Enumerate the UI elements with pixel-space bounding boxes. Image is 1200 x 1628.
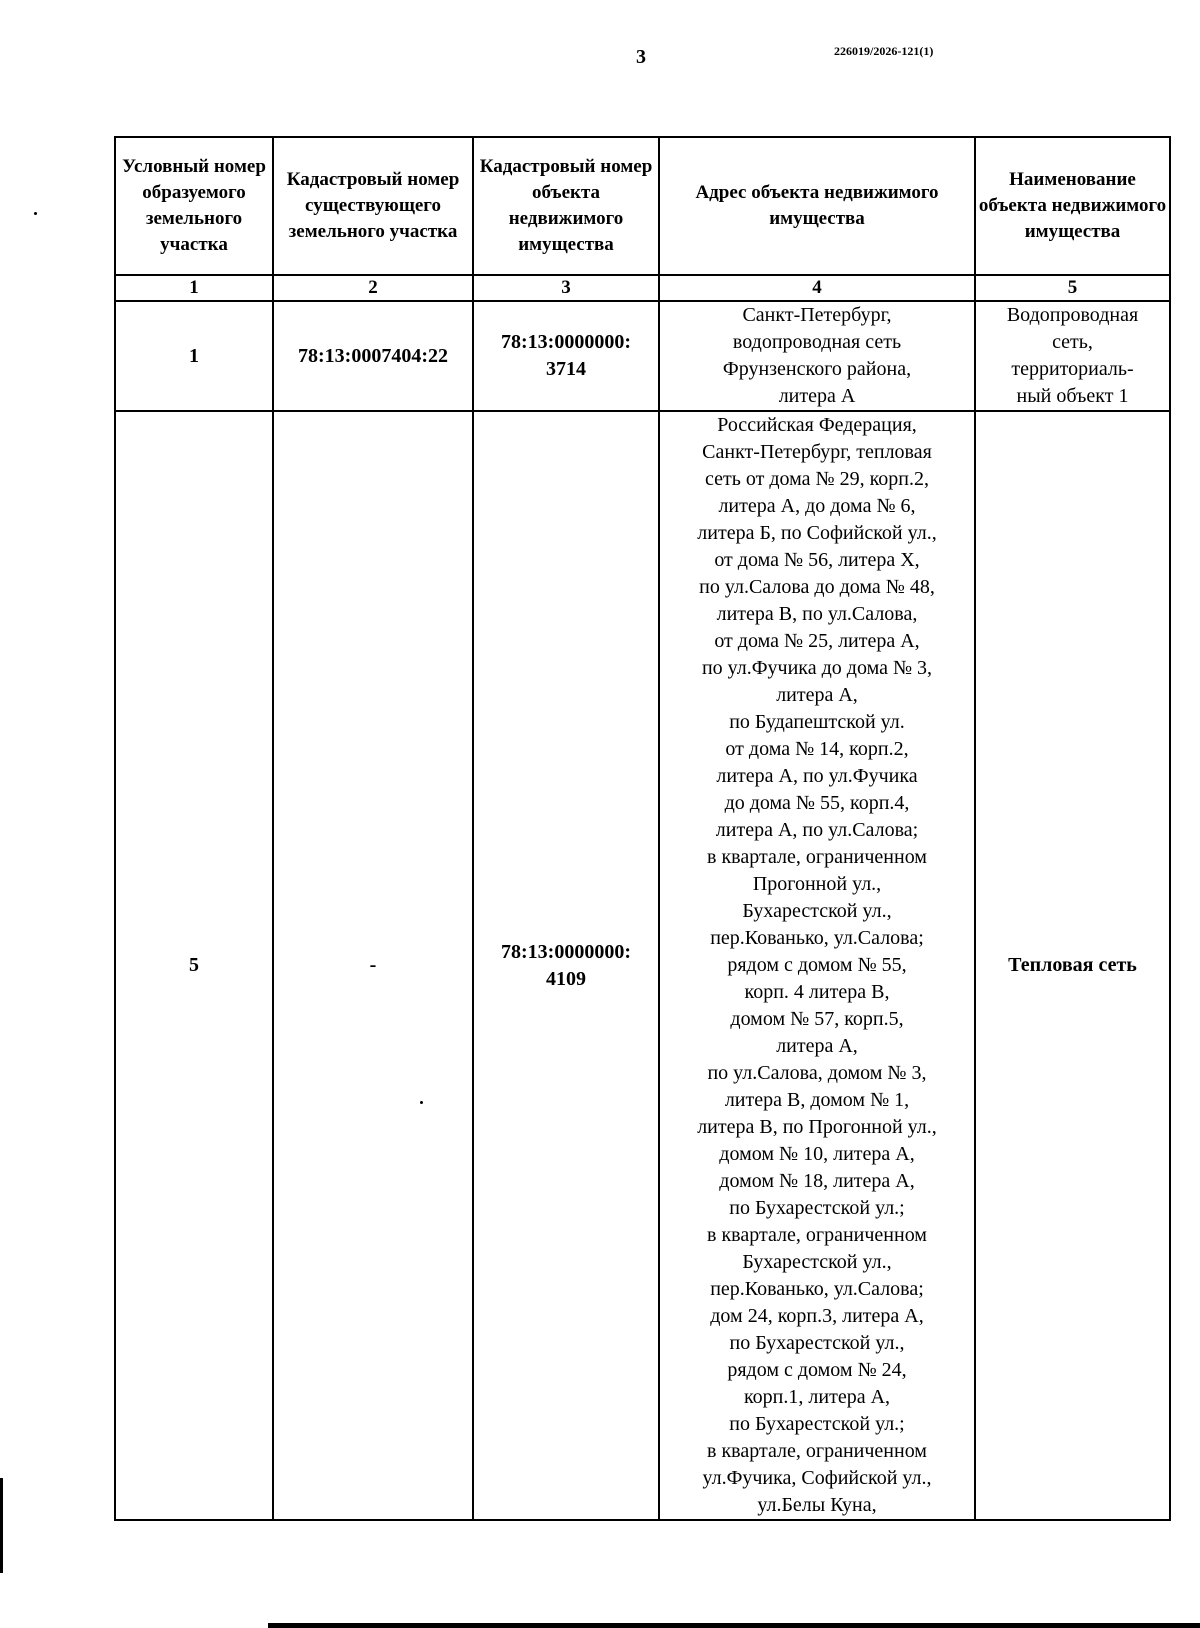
header-existing-cadastral: Кадастровый номер существующего земельного участка (273, 137, 473, 275)
plot-number-cell: 1 (115, 301, 273, 411)
column-number: 3 (473, 275, 659, 301)
existing-cadastral-cell: 78:13:0007404:22 (273, 301, 473, 411)
header-address: Адрес объекта недвижимого имущества (659, 137, 975, 275)
document-reference: 226019/2026-121(1) (834, 44, 934, 58)
table-row (115, 301, 1170, 411)
existing-cadastral-cell: - (273, 411, 473, 1520)
plot-number-cell: 5 (115, 411, 273, 1520)
object-cadastral-cell: 78:13:0000000: 4109 (473, 411, 659, 1520)
table-row (115, 411, 1170, 1520)
page-number: 3 (636, 46, 646, 68)
column-number: 1 (115, 275, 273, 301)
cadastral-table (114, 136, 1171, 1521)
column-number: 5 (975, 275, 1170, 301)
header-object-cadastral: Кадастровый номер объекта недвижимого имущества (473, 137, 659, 275)
table-header-row (115, 137, 1170, 275)
header-object-name: Наименование объекта недвижимого имущества (975, 137, 1170, 275)
object-name-cell: Тепловая сеть (975, 411, 1170, 1520)
address-cell: Российская Федерация, Санкт-Петербург, тепловая сеть от дома № 29, корп.2, литера А, до дома № 6, литера Б, по Софийской ул., от дома № 56, литера Х, по ул.Салова до дома № 48, литера В, по ул.Салова, от дома № 25, литера А, по ул.Фучика до дома № 3, литера А, по Будапештской ул. от дома № 14, корп.2, литера А, по ул.Фучика до дома № 55, корп.4, литера А, по ул.Салова; в квартале, ограниченном Прогонной ул., Бухарестской ул., пер.Кованько, ул.Салова; рядом с домом № 55, корп. 4 литера В, домом № 57, корп.5, литера А, по ул.Салова, домом № 3, литера В, домом № 1, литера В, по Прогонной ул., домом № 10, литера А, домом № 18, литера А, по Бухарестской ул.; в квартале, ограниченном Бухарестской ул., пер.Кованько, ул.Салова; дом 24, корп.3, литера А, по Бухарестской ул., рядом с домом № 24, корп.1, литера А, по Бухарестской ул.; в квартале, ограниченном ул.Фучика, Софийской ул., ул.Белы Куна, (659, 411, 975, 1520)
scan-bottom-bar (268, 1623, 1200, 1628)
scan-edge-mark (0, 1478, 3, 1573)
column-number: 2 (273, 275, 473, 301)
scan-speck (34, 212, 37, 215)
header-plot-number: Условный номер образуемого земельного участка (115, 137, 273, 275)
column-number: 4 (659, 275, 975, 301)
object-name-cell: Водопроводная сеть, территориаль- ный объект 1 (975, 301, 1170, 411)
object-cadastral-cell: 78:13:0000000: 3714 (473, 301, 659, 411)
column-number-row (115, 275, 1170, 301)
address-cell: Санкт-Петербург, водопроводная сеть Фрунзенского района, литера А (659, 301, 975, 411)
